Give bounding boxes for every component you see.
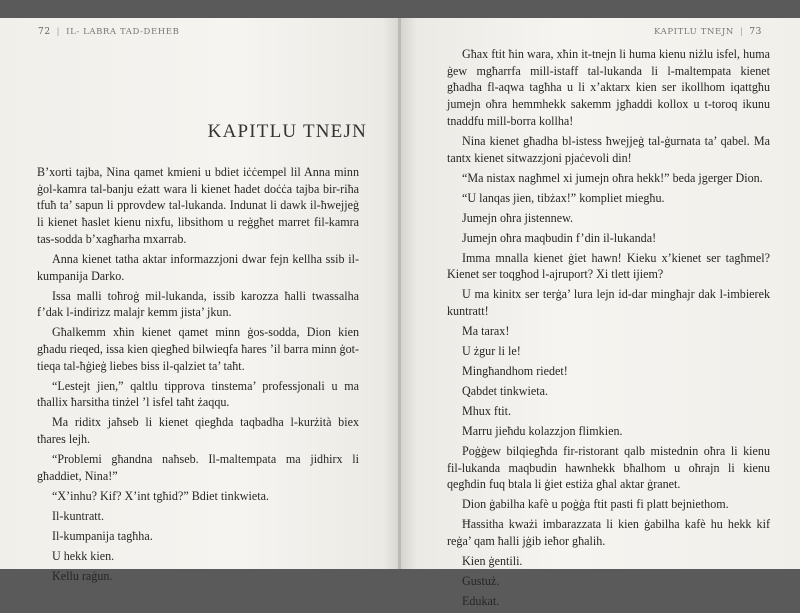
paragraph: Kellu raġun. [52, 568, 113, 583]
paragraph: Il-kumpanija tagħha. [52, 528, 153, 543]
paragraph: Ma tarax! [462, 323, 510, 338]
paragraph: “Ma nistax nagħmel xi jumejn oħra hekk!” beda jgerger Dion. [462, 170, 763, 185]
paragraph: Issa malli toħroġ mil-lukanda, issib karozza ħalli twassalha f’dak l-indirizz malajr kemm jista’ jkun. [37, 288, 359, 320]
paragraph: Jumejn oħra maqbudin f’din il-lukanda! [462, 230, 657, 245]
paragraph: Mhux ftit. [462, 403, 512, 418]
left-page [0, 18, 399, 583]
paragraph: Għax ftit ħin wara, xħin it-tnejn li huma kienu niżlu isfel, huma ġew mgħarrfa mill-istaff tal-lukanda li l-maltempata kienet għadha fl-aqwa tagħha u li x’aktarx kien ser ikollhom iqattgħu jumejn oħra hemmhekk sakemm jgħaddi kollox u t-toroq ikunu tnaddfu mill-borra kollha! [447, 47, 770, 128]
paragraph: Anna kienet tatha aktar informazzjoni dwar fejn kellha ssib il-kumpanija Darko. [37, 251, 359, 283]
paragraph: Dion ġabilha kafè u poġġa ftit pasti fi platt bejniethom. [462, 497, 729, 512]
paragraph: Kien ġentili. [462, 554, 523, 569]
header-separator: | [56, 27, 61, 37]
paragraph: U ma kinitx ser terġa’ lura lejn id-dar mingħajr dak l-imbierek kuntratt! [447, 287, 770, 318]
paragraph: “X’inhu? Kif? X’int tgħid?” Bdiet tinkwieta. [52, 488, 269, 503]
paragraph: “Lestejt jien,” qaltlu tipprova tinstema’ professjonali u ma tħallix ħarsitha tinżel ’l isfel taħt żaqqu. [37, 378, 359, 410]
paragraph: Il-kuntratt. [52, 508, 105, 523]
right-page [401, 18, 800, 609]
paragraph: “Problemi għandna naħseb. Il-maltempata ma jidhirx li għaddiet, Nina!” [37, 452, 359, 483]
paragraph: Edukat. [462, 594, 500, 609]
left-body-text [37, 164, 359, 588]
paragraph: B’xorti tajba, Nina qamet kmieni u bdiet iċċempel lil Anna minn ġol-kamra tal-banju eżatt wara li kienet ħadet doċċa tajba bir-riħa tfuħ ta’ sapun li pprovdew tal-lukanda. Indunat li dawk il-ħwejjeġ li kienet ħaslet kienu nixfu, libsithom u reġgħet marret fil-kamra tas-sodda b’xagħarha mxarrab. [37, 165, 359, 246]
left-running-header [38, 27, 179, 37]
right-body-text [447, 46, 770, 613]
paragraph: Gustuż. [462, 574, 500, 589]
header-separator: | [739, 27, 744, 37]
paragraph: Nina kienet għadha bl-istess ħwejjeġ tal-ġurnata ta’ qabel. Ma tantx kienet sitwazzjoni pjaċevoli din! [447, 133, 770, 165]
paragraph: “U lanqas jien, tibżax!” kompliet miegħu. [462, 190, 665, 205]
paragraph: Mingħandhom riedet! [462, 363, 568, 378]
chapter-title: KAPITLU TNEJN [207, 121, 367, 142]
paragraph: Jumejn oħra jistennew. [462, 210, 574, 225]
right-running-head: KAPITLU TNEJN [653, 27, 734, 37]
paragraph: Qabdet tinkwieta. [462, 383, 548, 398]
paragraph: Poġġew bilqiegħda fir-ristorant qalb mistednin oħra li kienu fil-lukanda maqbudin hawnhekk bħalhom u oħrajn li kienu qegħdin fuq btala li ġiet estiża għal aktar ġranet. [447, 443, 770, 492]
right-running-header [654, 27, 762, 37]
left-page-number: 72 [38, 27, 51, 37]
left-running-head: IL- LABRA TAD-DEHEB [66, 27, 180, 37]
paragraph: Imma mnalla kienet ġiet hawn! Kieku x’kienet ser tagħmel? Kienet ser toqgħod l-ajruport? Xi tlett ijiem? [447, 250, 770, 282]
paragraph: Għalkemm xħin kienet qamet minn ġos-sodda, Dion kien għadu rieqed, issa kien qiegħed bilwieqfa ħares ’il barra minn ġot-tieqa tal-ħġieġ liebes biss il-qalziet ta’ taħt. [37, 325, 359, 373]
paragraph: Ħassitha kważi imbarazzata li kien ġabilha kafè hu hekk kif reġa’ qam ħalli jġib ieħor għalih. [447, 517, 770, 549]
paragraph: Ma riditx jaħseb li kienet qiegħda taqbadha l-kurżità biex tħares lejh. [37, 415, 359, 447]
paragraph: Marru jieħdu kolazzjon flimkien. [462, 423, 623, 438]
paragraph: U hekk kien. [52, 548, 115, 563]
right-page-number: 73 [749, 27, 762, 37]
paragraph: U żgur li le! [462, 343, 521, 358]
